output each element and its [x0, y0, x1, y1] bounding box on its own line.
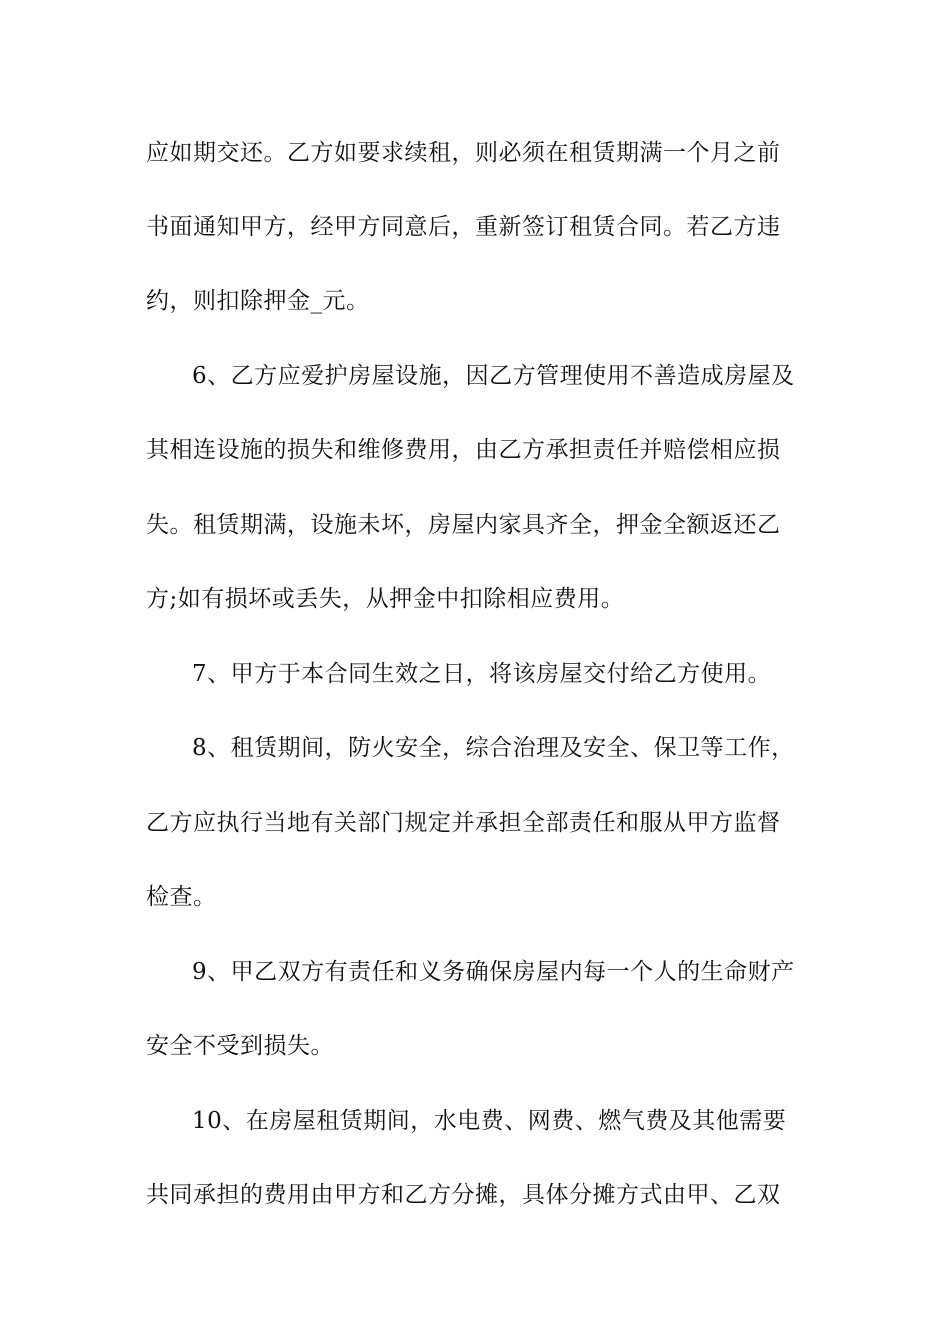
text-line: 共同承担的费用由甲方和乙方分摊，具体分摊方式由甲、乙双: [146, 1182, 781, 1208]
text-line: 应如期交还。乙方如要求续租，则必须在租赁期满一个月之前: [146, 140, 781, 166]
text-line: 乙方应执行当地有关部门规定并承担全部责任和服从甲方监督: [146, 810, 781, 836]
text-line: 约，则扣除押金_元。: [146, 288, 370, 314]
paragraph-7-line: 7、甲方于本合同生效之日，将该房屋交付给乙方使用。: [192, 661, 772, 687]
paragraph-9-first-line: 9、甲乙双方有责任和义务确保房屋内每一个人的生命财产: [192, 959, 795, 985]
text-line: 失。租赁期满，设施未坏，房屋内家具齐全，押金全额返还乙: [146, 512, 781, 538]
text-line: 其相连设施的损失和维修费用，由乙方承担责任并赔偿相应损: [146, 437, 781, 463]
paragraph-6-first-line: 6、乙方应爱护房屋设施，因乙方管理使用不善造成房屋及: [192, 363, 795, 389]
text-line: 检查。: [146, 884, 217, 910]
text-line: 方;如有损坏或丢失，从押金中扣除相应费用。: [146, 586, 625, 612]
text-line: 安全不受到损失。: [146, 1033, 334, 1059]
paragraph-10-first-line: 10、在房屋租赁期间，水电费、网费、燃气费及其他需要: [192, 1108, 787, 1134]
paragraph-8-first-line: 8、租赁期间，防火安全，综合治理及安全、保卫等工作，: [192, 735, 795, 761]
text-line: 书面通知甲方，经甲方同意后，重新签订租赁合同。若乙方违: [146, 214, 781, 240]
